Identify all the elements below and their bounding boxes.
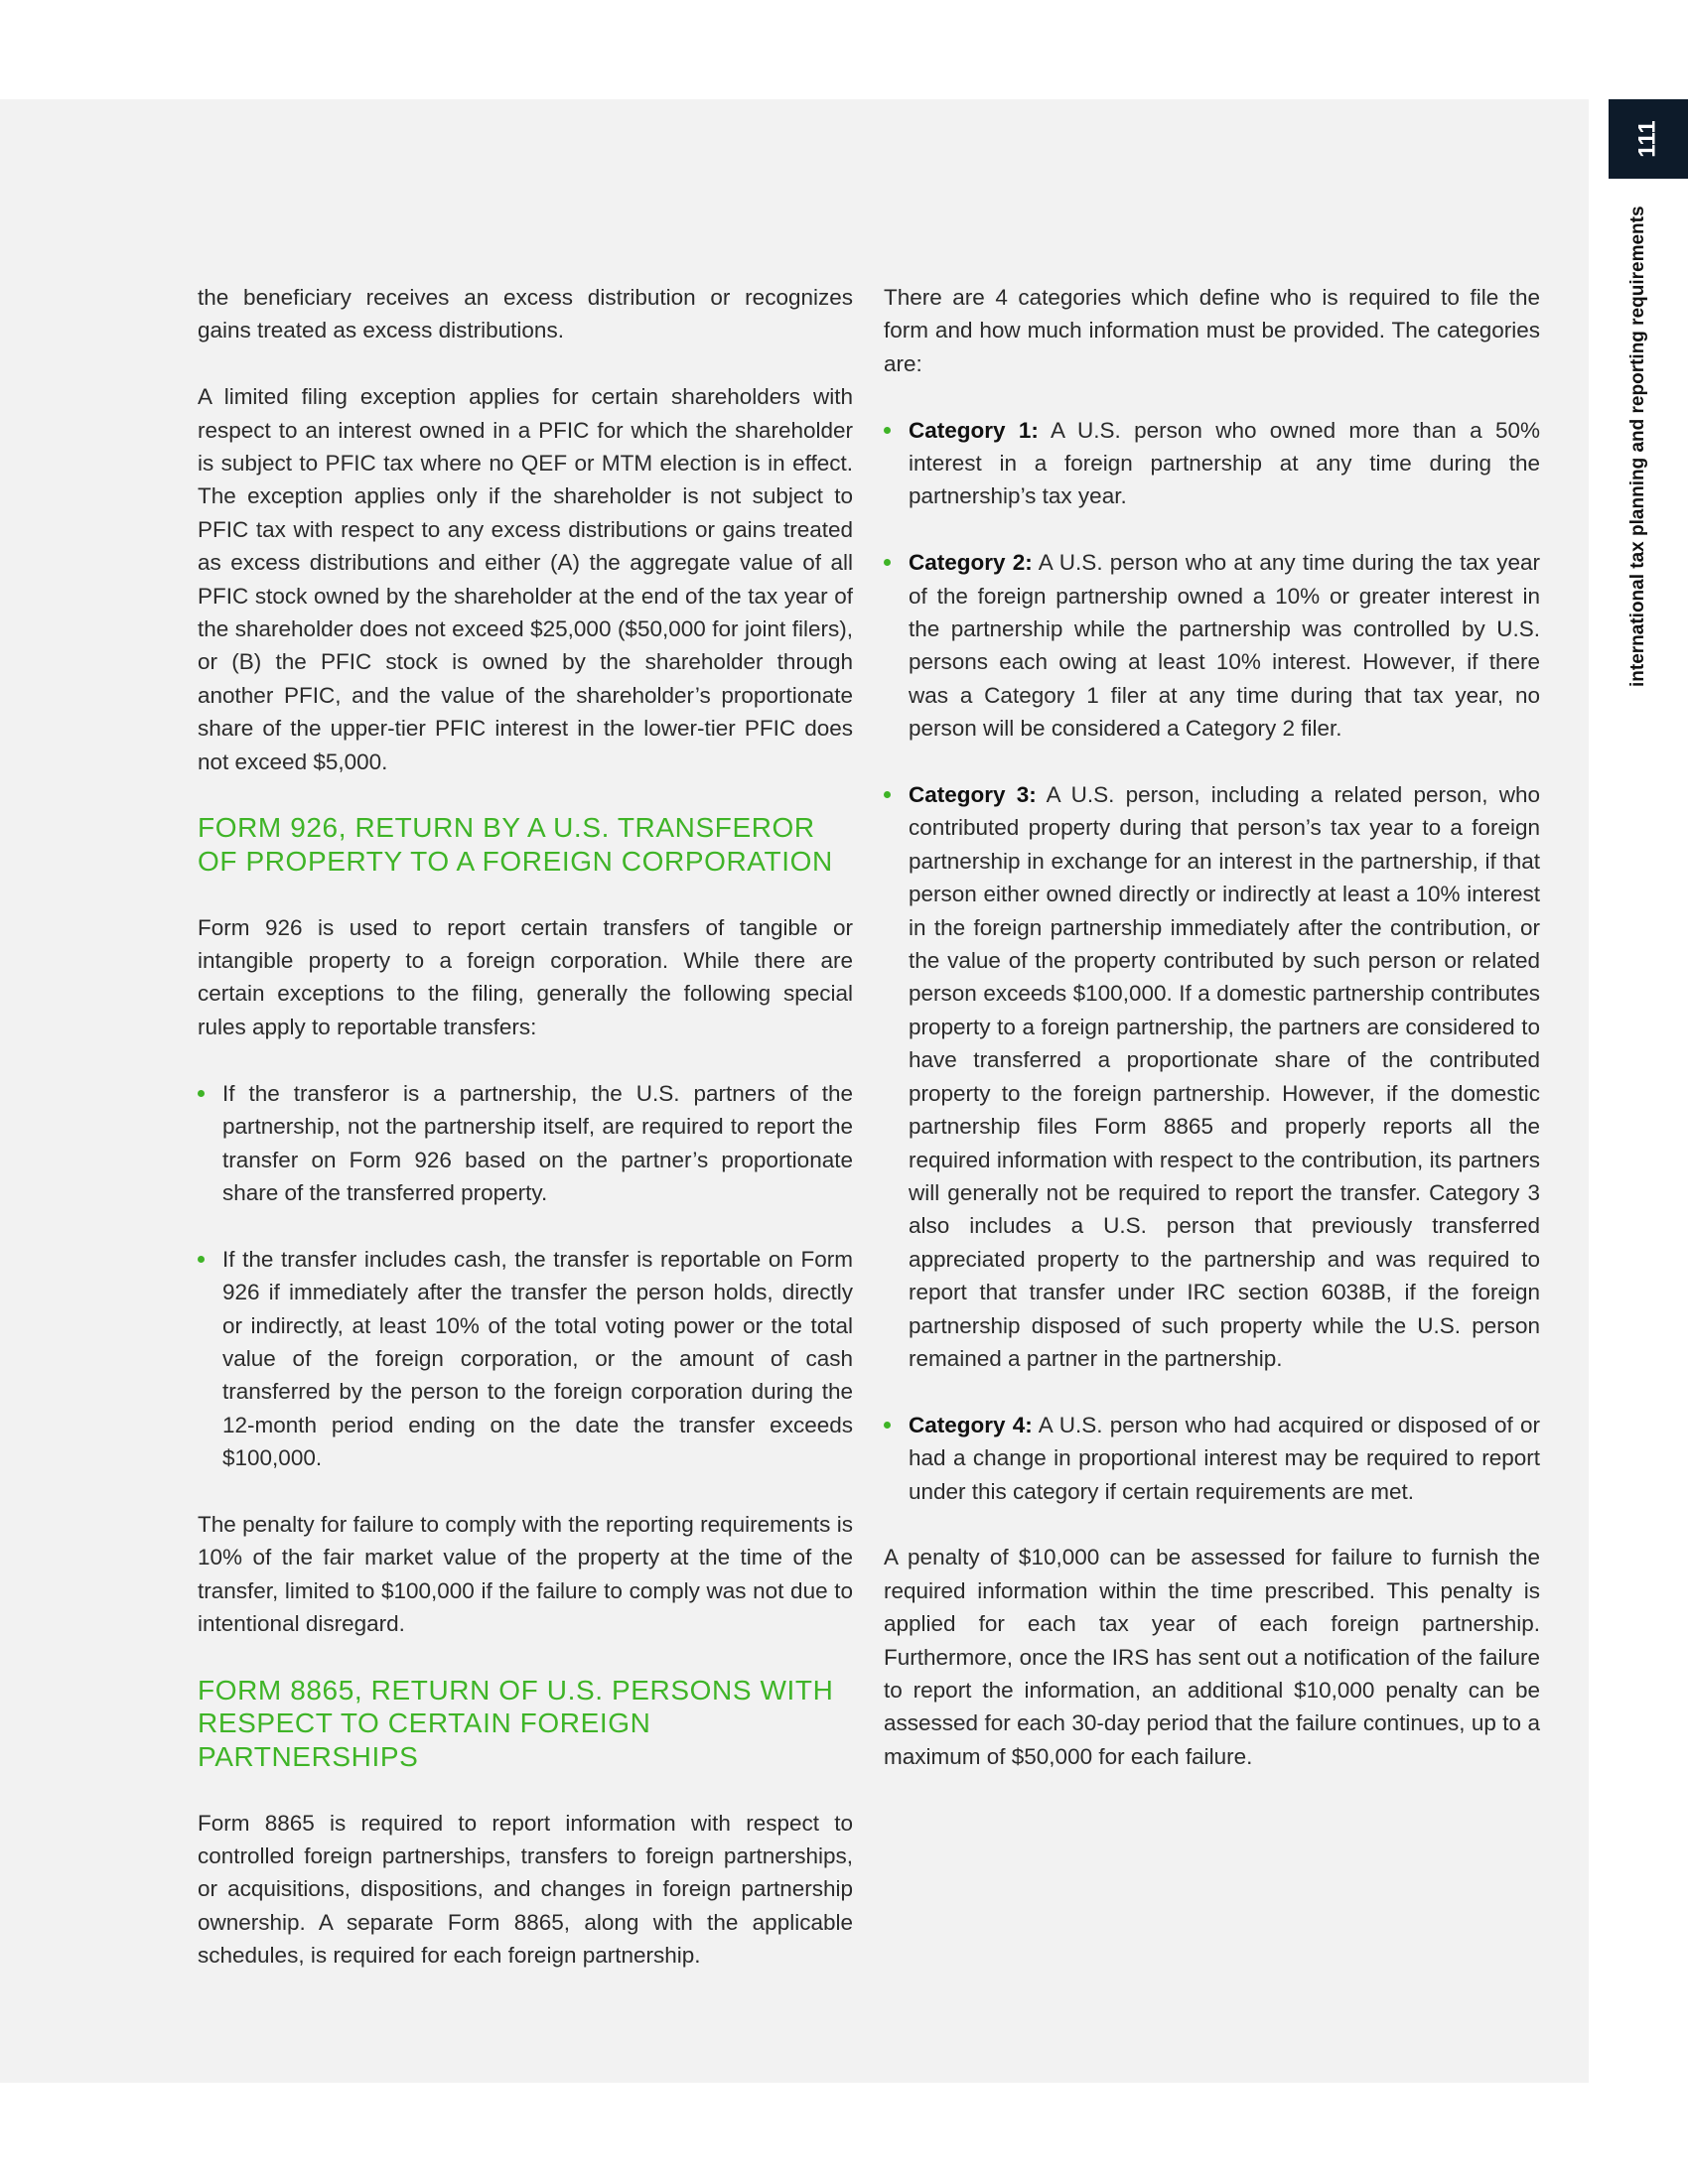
paragraph: Form 926 is used to report certain transfers of tangible or intangible property to a foreign corporation. While there are certain exceptions to the filing, generally the following special rules apply to reportable transfers: [198, 914, 853, 1039]
category-text: A U.S. person who at any time during the tax year of the foreign partnership owned a 10% or greater interest in the partnership while the partnership was controlled by U.S. persons each owing at least 10% interest. However, if there was a Category 1 filer at any time during that tax year, no person will be considered a Category 2 filer. [909, 550, 1540, 742]
bullet-icon [884, 427, 891, 434]
paragraph: A penalty of $10,000 can be assessed for failure to furnish the required information within the time prescribed. This penalty is applied for each tax year of each foreign partnership. Furthermore, once the IRS has sent out a notification of the failure to report the information, an additional $10,000 penalty can be assessed for each 30-day period that the failure continues, up to a maximum of $50,000 for each failure. [884, 1545, 1540, 1769]
list-item-text: If the transferor is a partnership, the U.S. partners of the partnership, not the partnership itself, are required to report the transfer on Form 926 based on the partner’s proportionate share of the transferred property. [222, 1080, 853, 1205]
paragraph: The penalty for failure to comply with the reporting requirements is 10% of the fair market value of the property at the time of the transfer, limited to $100,000 if the failure to comply was not due to intentional disregard. [198, 1511, 853, 1637]
list-item [198, 1243, 853, 1475]
paragraph: Form 8865 is required to report information with respect to controlled foreign partnerships, transfers to foreign partnerships, or acquisitions, dispositions, and changes in foreign partnership ownership. A separate Form 8865, along with the applicable schedules, is required for each foreign partnership. [198, 1810, 853, 1969]
bullet-list [198, 1077, 853, 1475]
paragraph: the beneficiary receives an excess distribution or recognizes gains treated as excess distributions. [198, 285, 853, 343]
category-list [884, 414, 1540, 1508]
category-item [884, 1409, 1540, 1508]
category-label: Category 4: [909, 1412, 1033, 1437]
category-label: Category 3: [909, 782, 1037, 808]
bullet-icon [198, 1090, 205, 1097]
bullet-icon [198, 1256, 205, 1263]
category-item [884, 546, 1540, 745]
category-label: Category 2: [909, 550, 1033, 576]
page-number: 111 [1634, 120, 1661, 158]
running-header: international tax planning and reporting requirements [1627, 205, 1648, 687]
category-text: A U.S. person who had acquired or disposed of or had a change in proportional interest may be required to report under this category if certain requirements are met. [909, 1412, 1540, 1504]
paragraph: There are 4 categories which define who is required to file the form and how much information must be provided. The categories are: [884, 285, 1540, 376]
bullet-icon [884, 559, 891, 566]
paragraph: A limited filing exception applies for certain shareholders with respect to an interest owned in a PFIC for which the shareholder is subject to PFIC tax where no QEF or MTM election is in effect. The exception applies only if the shareholder is not subject to PFIC tax with respect to any excess distributions or gains treated as excess distributions and either (A) the aggregate value of all PFIC stock owned by the shareholder at the end of the tax year of the shareholder does not exceed $25,000 ($50,000 for joint filers), or (B) the PFIC stock is owned by the shareholder through another PFIC, and the value of the shareholder’s proportionate share of the upper-tier PFIC interest in the lower-tier PFIC does not exceed $5,000. [198, 384, 853, 774]
list-item-text: If the transfer includes cash, the transfer is reportable on Form 926 if immediately after the transfer the person holds, directly or indirectly, at least 10% of the total voting power or the total value of the foreign corporation, or the amount of cash transferred by the person to the foreign corporation during the 12-month period ending on the date the transfer exceeds $100,000. [222, 1246, 853, 1471]
category-text: A U.S. person, including a related person, who contributed property during that person’s tax year to a foreign partnership in exchange for an interest in the partnership, if that person either owned directly or indirectly at least a 10% interest in the foreign partnership immediately after the contribution, or the value of the property contributed by such person or related person exceeds $100,000. If a domestic partnership contributes property to a foreign partnership, the partners are considered to have transferred a proportionate share of the contributed property to the foreign partnership. However, if the domestic partnership files Form 8865 and properly reports all the required information with respect to the contribution, its partners will generally not be required to report the transfer. Category 3 also includes a U.S. person that previously transferred appreciated property to the partnership and was required to report that transfer under IRC section 6038B, if the foreign partnership disposed of such property while the U.S. person remained a partner in the partnership. [909, 782, 1540, 1371]
category-label: Category 1: [909, 417, 1039, 443]
right-column [884, 281, 1540, 1807]
page-number-tab [1609, 99, 1688, 179]
list-item [198, 1077, 853, 1210]
bullet-icon [884, 791, 891, 798]
left-column [198, 281, 853, 2005]
section-heading-form-926: FORM 926, RETURN BY A U.S. TRANSFEROR OF PROPERTY TO A FOREIGN CORPORATION [198, 812, 833, 877]
section-heading-form-8865: FORM 8865, RETURN OF U.S. PERSONS WITH RESPECT TO CERTAIN FOREIGN PARTNERSHIPS [198, 1674, 834, 1772]
category-item [884, 414, 1540, 513]
category-text: A U.S. person who owned more than a 50% interest in a foreign partnership at any time during the partnership’s tax year. [909, 417, 1540, 509]
category-item [884, 778, 1540, 1375]
bullet-icon [884, 1422, 891, 1429]
